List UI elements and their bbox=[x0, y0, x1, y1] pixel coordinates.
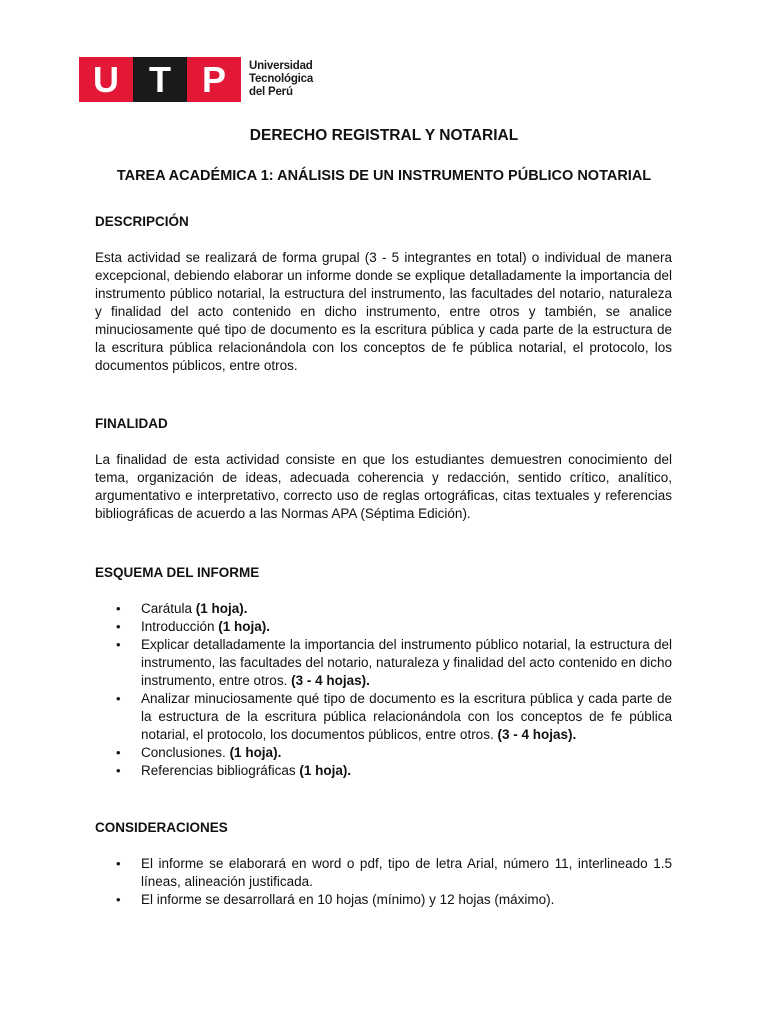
list-item-bold: (1 hoja). bbox=[229, 745, 282, 760]
logo-letter-p: P bbox=[187, 57, 241, 102]
descripcion-paragraph: Esta actividad se realizará de forma grupal (3 - 5 integrantes en total) o individual de manera excepcional, debiendo elaborar un informe donde se explique detalladamente la importancia del instrumento público notarial, la estructura del instrumento, las facultades del notario, naturaleza y finalidad del acto contenido en dicho instrumento, entre otros y también, se analice minuciosamente qué tipo de documento es la escritura pública y cada parte de la estructura de la escritura pública relacionándola con los conceptos de fe pública notarial, el protocolo, los documentos públicos, entre otros. bbox=[95, 250, 672, 373]
document-subtitle: TAREA ACADÉMICA 1: ANÁLISIS DE UN INSTRUMENTO PÚBLICO NOTARIAL bbox=[116, 168, 652, 184]
bullet-icon: • bbox=[116, 763, 121, 778]
utp-logo bbox=[79, 57, 313, 102]
bullet-icon: • bbox=[116, 601, 121, 616]
section-heading-finalidad: FINALIDAD bbox=[95, 416, 168, 431]
section-heading-consideraciones: CONSIDERACIONES bbox=[95, 820, 228, 835]
list-item-text: Explicar detalladamente la importancia del instrumento público notarial, la estructura del instrumento, las facultades del notario, naturaleza y finalidad del acto contenido en dicho instrumento, entre otros. bbox=[141, 637, 672, 688]
logo-text-line1: Universidad bbox=[249, 60, 313, 72]
bullet-icon: • bbox=[116, 856, 121, 871]
list-item-text: El informe se desarrollará en 10 hojas (mínimo) y 12 hojas (máximo). bbox=[141, 892, 555, 907]
bullet-icon: • bbox=[116, 892, 121, 907]
list-item-bold: (1 hoja). bbox=[299, 763, 352, 778]
list-item-bold: (1 hoja). bbox=[195, 601, 248, 616]
finalidad-paragraph: La finalidad de esta actividad consiste en que los estudiantes demuestren conocimiento del tema, organización de ideas, adecuada coherencia y redacción, sentido crítico, analítico, argumentativo e interpretativo, correcto uso de reglas ortográficas, citas textuales y referencias bibliográficas de acuerdo a las Normas APA (Séptima Edición). bbox=[95, 452, 672, 521]
list-item-text: Introducción bbox=[141, 619, 219, 634]
bullet-icon: • bbox=[116, 637, 121, 652]
logo-wordmark bbox=[249, 60, 313, 99]
list-item-text: El informe se elaborará en word o pdf, tipo de letra Arial, número 11, interlineado 1.5 líneas, alineación justificada. bbox=[141, 856, 672, 889]
logo-text-line2: Tecnológica bbox=[249, 73, 314, 85]
document-title: DERECHO REGISTRAL Y NOTARIAL bbox=[249, 127, 519, 144]
list-item-text: Carátula bbox=[141, 601, 196, 616]
list-item-text: Conclusiones. bbox=[141, 745, 230, 760]
list-item-bold: (3 - 4 hojas). bbox=[497, 727, 577, 742]
list-item bbox=[95, 744, 672, 762]
list-item bbox=[95, 690, 672, 744]
bullet-icon: • bbox=[116, 619, 121, 634]
list-item-text: Analizar minuciosamente qué tipo de documento es la escritura pública y cada parte de la estructura de la escritura pública relacionándola con los conceptos de fe pública notarial, el protocolo, los documentos públicos, entre otros. bbox=[141, 691, 672, 742]
section-heading-esquema: ESQUEMA DEL INFORME bbox=[95, 565, 260, 580]
list-item-text: Referencias bibliográficas bbox=[141, 763, 300, 778]
bullet-icon: • bbox=[116, 691, 121, 706]
logo-mark bbox=[79, 57, 241, 102]
logo-text-line3: del Perú bbox=[249, 86, 293, 98]
list-item-bold: (3 - 4 hojas). bbox=[291, 673, 370, 688]
list-item-bold: (1 hoja). bbox=[218, 619, 271, 634]
list-item bbox=[95, 618, 672, 636]
section-heading-descripcion: DESCRIPCIÓN bbox=[95, 214, 189, 229]
logo-letter-u: U bbox=[79, 57, 133, 102]
list-item bbox=[95, 891, 672, 909]
list-item bbox=[95, 855, 672, 891]
list-item bbox=[95, 600, 672, 618]
logo-letter-t: T bbox=[133, 57, 187, 102]
list-item bbox=[95, 636, 672, 690]
esquema-list bbox=[95, 600, 672, 780]
bullet-icon: • bbox=[116, 745, 121, 760]
consideraciones-list bbox=[95, 855, 672, 909]
list-item bbox=[95, 762, 672, 780]
